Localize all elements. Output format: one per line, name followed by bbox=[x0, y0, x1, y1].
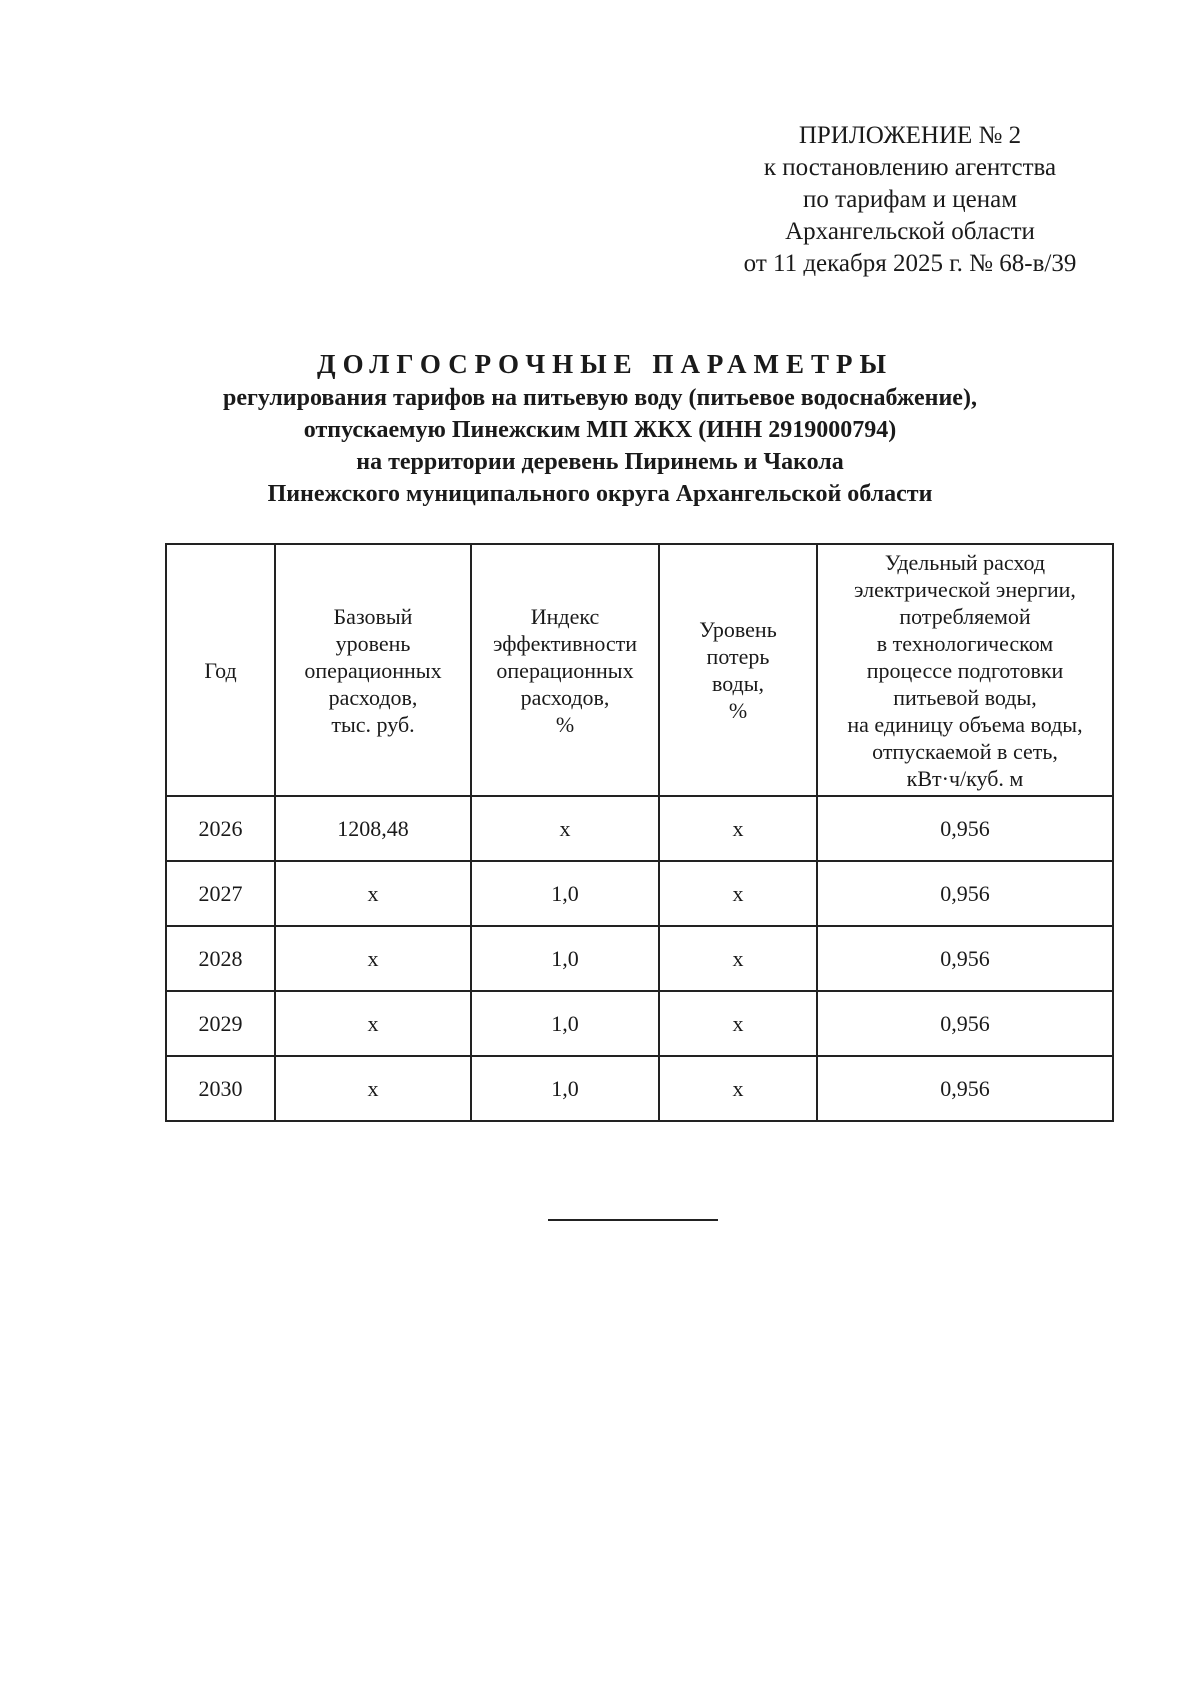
header-energy-consumption-text: Удельный расход электрической энергии, потребляемой в технологическом процессе подготовки питьевой воды, на единицу объема воды, отпускаемой в сеть, кВт·ч/куб. м bbox=[847, 549, 1083, 791]
cell-water-loss: x bbox=[659, 861, 817, 926]
cell-year: 2030 bbox=[166, 1056, 275, 1121]
appendix-date-number: от 11 декабря 2025 г. № 68-в/39 bbox=[743, 250, 1077, 277]
appendix-ref-line-3: Архангельской области bbox=[785, 218, 1035, 245]
cell-water-loss: x bbox=[659, 926, 817, 991]
cell-water-loss: x bbox=[659, 796, 817, 861]
cell-year: 2027 bbox=[166, 861, 275, 926]
appendix-ref-line-2: по тарифам и ценам bbox=[802, 186, 1018, 213]
cell-energy-consumption: 0,956 bbox=[817, 926, 1113, 991]
header-energy-consumption bbox=[817, 544, 1113, 796]
header-efficiency-index-text: Индекс эффективности операционных расходов, % bbox=[492, 603, 638, 737]
cell-base-opex: 1208,48 bbox=[275, 796, 471, 861]
cell-efficiency-index: 1,0 bbox=[471, 861, 659, 926]
parameters-table bbox=[165, 543, 1114, 1122]
cell-efficiency-index: 1,0 bbox=[471, 991, 659, 1056]
table-row bbox=[166, 1056, 1113, 1121]
cell-energy-consumption: 0,956 bbox=[817, 991, 1113, 1056]
table-row bbox=[166, 796, 1113, 861]
cell-base-opex: x bbox=[275, 861, 471, 926]
heading-line-4: Пинежского муниципального округа Архангельской области bbox=[267, 481, 933, 507]
cell-base-opex: x bbox=[275, 926, 471, 991]
header-year bbox=[166, 544, 275, 796]
document-heading bbox=[0, 346, 1200, 510]
table-header-row bbox=[166, 544, 1113, 796]
cell-water-loss: x bbox=[659, 991, 817, 1056]
appendix-block bbox=[680, 120, 1140, 280]
cell-base-opex: x bbox=[275, 991, 471, 1056]
cell-base-opex: x bbox=[275, 1056, 471, 1121]
header-base-opex bbox=[275, 544, 471, 796]
cell-energy-consumption: 0,956 bbox=[817, 1056, 1113, 1121]
heading-line-2: отпускаемую Пинежским МП ЖКХ (ИНН 2919000794) bbox=[303, 417, 897, 443]
cell-efficiency-index: 1,0 bbox=[471, 1056, 659, 1121]
table-row bbox=[166, 991, 1113, 1056]
table-row bbox=[166, 926, 1113, 991]
cell-year: 2029 bbox=[166, 991, 275, 1056]
document-title: ДОЛГОСРОЧНЫЕ ПАРАМЕТРЫ bbox=[317, 349, 893, 379]
cell-energy-consumption: 0,956 bbox=[817, 796, 1113, 861]
header-efficiency-index bbox=[471, 544, 659, 796]
cell-year: 2026 bbox=[166, 796, 275, 861]
header-water-loss-text: Уровень потерь воды, % bbox=[699, 617, 777, 723]
table-row bbox=[166, 861, 1113, 926]
heading-line-1: регулирования тарифов на питьевую воду (питьевое водоснабжение), bbox=[223, 385, 977, 411]
cell-efficiency-index: x bbox=[471, 796, 659, 861]
appendix-number: ПРИЛОЖЕНИЕ № 2 bbox=[798, 122, 1022, 149]
heading-line-3: на территории деревень Пиринемь и Чакола bbox=[356, 449, 844, 475]
end-divider bbox=[548, 1219, 718, 1221]
header-year-text: Год bbox=[204, 657, 237, 683]
cell-year: 2028 bbox=[166, 926, 275, 991]
cell-energy-consumption: 0,956 bbox=[817, 861, 1113, 926]
appendix-ref-line-1: к постановлению агентства bbox=[763, 154, 1057, 181]
header-base-opex-text: Базовый уровень операционных расходов, тыс. руб. bbox=[304, 603, 442, 737]
cell-water-loss: x bbox=[659, 1056, 817, 1121]
header-water-loss bbox=[659, 544, 817, 796]
cell-efficiency-index: 1,0 bbox=[471, 926, 659, 991]
